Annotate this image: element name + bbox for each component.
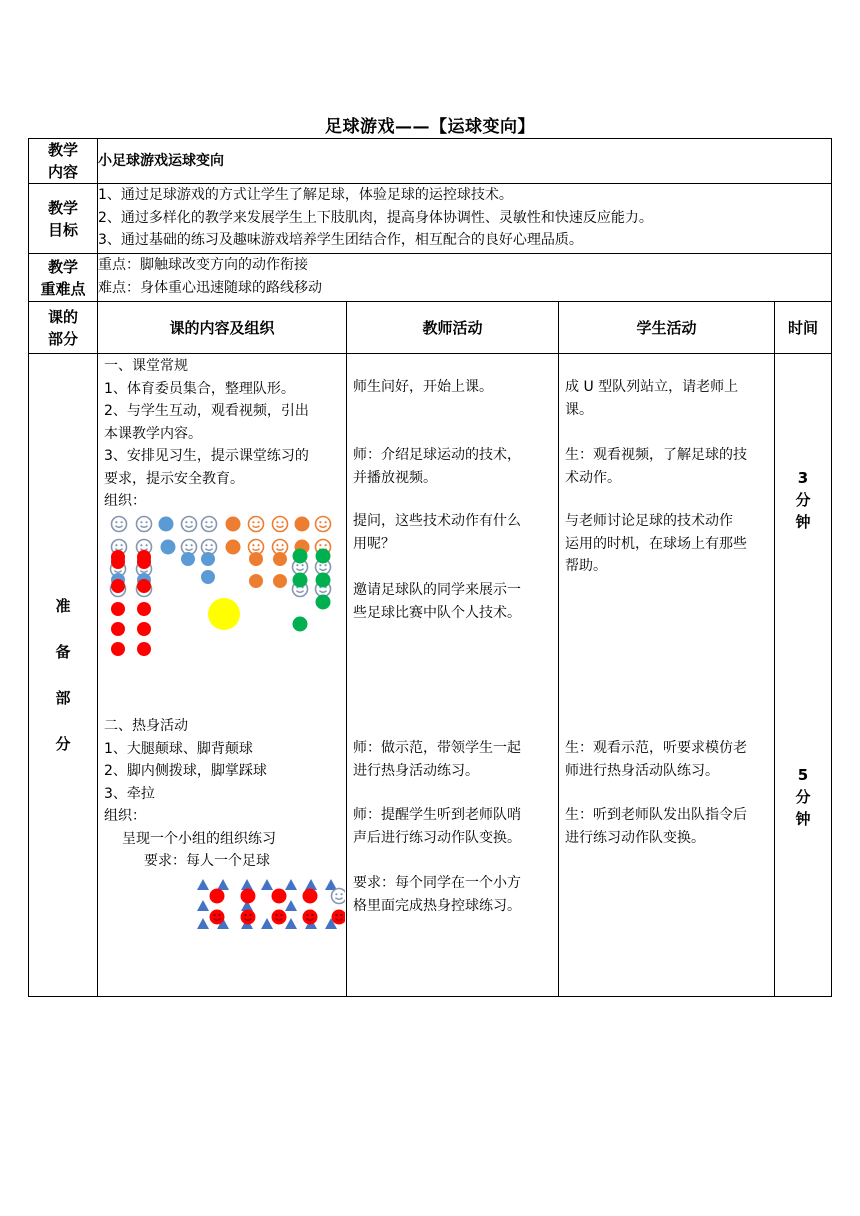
teacher-block [353,579,554,624]
teacher-line: 并播放视频。 [353,469,437,486]
ball-icon [293,617,308,632]
ball-icon [137,550,151,564]
ball-icon [161,540,176,555]
row-column-headers [29,302,832,354]
sun-ball-icon [208,598,240,630]
ball-icon [226,540,241,555]
header-teacher: 教师活动 [347,302,559,354]
label-line: 课的 [47,307,78,326]
content-line: 本课教学内容。 [104,425,202,442]
student-line: 进行练习动作队变换。 [565,829,705,846]
ball-icon [303,910,318,925]
part2-content [104,715,342,873]
org-line: 要求：每人一个足球 [144,853,270,869]
content-line: 一、课堂常规 [104,358,188,374]
label-line: 教学 [47,198,78,217]
student-line: 帮助。 [565,558,607,574]
ball-icon [249,552,263,566]
teacher-block [353,737,554,782]
goal-item: 2、通过多样化的教学来发展学生上下肢肌肉，提高身体协调性、灵敏性和快速反应能力。 [98,209,653,226]
smiley-icon [202,517,217,532]
student-line: 与老师讨论足球的技术动作 [565,513,733,529]
ball-icon [316,549,331,564]
student-line: 课。 [565,401,593,418]
label-key-points [29,254,98,302]
content-line: 2、脚内侧拨球，脚掌踩球 [104,763,267,779]
content-line: 1、大腿颠球、脚背颠球 [104,740,253,757]
smiley-icon [249,517,264,532]
content-line: 组织： [104,493,146,509]
teacher-block [353,444,554,489]
smiley-icon [316,517,331,532]
time-unit: 分 [795,788,811,806]
triangle-cone-icon [285,918,297,929]
student-block [565,376,770,421]
student-block [565,510,770,578]
ball-icon [316,595,331,610]
time-value: 3 [797,469,809,487]
header-content: 课的内容及组织 [98,302,347,354]
teacher-line: 师生问好，开始上课。 [353,379,493,395]
header-student: 学生活动 [559,302,775,354]
student-block [565,737,770,782]
goal-item: 1、通过足球游戏的方式让学生了解足球，体验足球的运控球技术。 [98,187,513,203]
page-title: 足球游戏——【运球变向】 [325,117,535,137]
ball-icon [210,910,225,925]
smiley-icon [182,517,197,532]
ball-icon [295,517,310,532]
teacher-line: 师：介绍足球运动的技术， [353,447,521,463]
ball-icon [293,573,308,588]
ball-icon [137,602,151,616]
ball-icon [249,574,263,588]
triangle-cone-icon [325,879,337,890]
content-organization-cell [98,354,347,997]
teacher-line: 邀请足球队的同学来展示一 [353,582,521,598]
student-block [565,804,770,849]
triangle-cone-icon [197,879,209,890]
ball-icon [210,889,225,904]
ball-icon [111,602,125,616]
section-label-char: 准 [55,597,71,615]
triangle-cone-icon [285,879,297,890]
label-line: 教学 [47,141,78,159]
ball-icon [181,552,195,566]
teacher-line: 进行热身活动练习。 [353,762,479,779]
smiley-icon [273,517,288,532]
teacher-block [353,804,554,849]
teaching-goals-list [98,184,832,254]
ball-icon [111,579,125,593]
ball-icon [111,550,125,564]
teacher-line: 格里面完成热身控球练习。 [353,897,521,914]
part1-content [104,355,342,513]
teacher-line: 声后进行练习动作队变换。 [353,829,521,846]
time-part1 [775,467,831,533]
ball-icon [316,573,331,588]
ball-icon [273,574,287,588]
teacher-line: 提问，这些技术动作有什么 [353,513,521,529]
time-value: 5 [797,766,809,784]
teacher-block [353,376,554,399]
row-key-points [29,254,832,302]
content-line: 1、体育委员集合，整理队形。 [104,380,295,397]
label-line: 重难点 [40,279,86,298]
time-unit: 分 [795,491,811,509]
ball-icon [111,642,125,656]
student-line: 生：观看示范，听要求模仿老 [565,740,747,756]
ball-icon [241,889,256,904]
teacher-block [353,872,554,917]
ball-icon [201,570,215,584]
teacher-line: 师：做示范，带领学生一起 [353,740,521,756]
student-line: 生：观看视频，了解足球的技 [565,447,747,463]
content-line: 组织： [104,808,146,824]
content-line: 二、热身活动 [104,718,188,734]
triangle-cone-icon [305,879,317,890]
ball-icon [159,517,174,532]
triangle-cone-icon [197,918,209,929]
student-line: 术动作。 [565,469,621,486]
label-teaching-goals [29,184,98,254]
ball-icon [293,549,308,564]
header-part [29,302,98,354]
ball-icon [332,910,346,925]
teacher-line: 要求：每个同学在一个小方 [353,875,521,891]
time-unit: 钟 [795,810,811,828]
label-line: 目标 [47,220,78,239]
formation-diagram-u [98,509,345,709]
section-label [29,354,98,997]
triangle-cone-icon [197,900,209,911]
ball-icon [201,552,215,566]
label-line: 内容 [47,163,78,181]
label-line: 部分 [47,329,78,348]
formation-diagram-grid [98,874,345,949]
smiley-icon [332,889,346,904]
label-line: 教学 [47,257,78,276]
section-label-char: 部 [55,689,71,707]
smiley-icon [137,517,152,532]
key-item: 重点：脚触球改变方向的动作衔接 [98,257,308,273]
teacher-line: 些足球比赛中队个人技术。 [353,604,521,621]
org-line: 呈现一个小组的组织练习 [122,830,276,847]
ball-icon [272,910,287,925]
ball-icon [272,889,287,904]
ball-icon [137,579,151,593]
content-line: 要求，提示安全教育。 [104,470,244,487]
teaching-content-text: 小足球游戏运球变向 [98,139,832,184]
triangle-cone-icon [241,879,253,890]
student-block [565,444,770,489]
row-teaching-content [29,139,832,184]
student-activity-cell [559,354,775,997]
ball-icon [226,517,241,532]
student-line: 运用的时机，在球场上有那些 [565,535,747,552]
ball-icon [273,552,287,566]
header-time: 时间 [775,302,832,354]
student-line: 生：听到老师队发出队指令后 [565,807,747,823]
content-line: 3、牵拉 [104,785,155,802]
time-unit: 钟 [795,513,811,531]
student-line: 师进行热身活动队练习。 [565,762,719,779]
section-label-char: 分 [55,735,71,753]
ball-icon [303,889,318,904]
triangle-cone-icon [217,879,229,890]
teacher-activity-cell [347,354,559,997]
goal-item: 3、通过基础的练习及趣味游戏培养学生团结合作，相互配合的良好心理品质。 [98,232,583,248]
triangle-cone-icon [261,879,273,890]
content-line: 3、安排见习生，提示课堂练习的 [104,448,309,464]
label-teaching-content [29,139,98,184]
triangle-cone-icon [261,918,273,929]
smiley-icon [112,517,127,532]
section-label-char: 备 [55,643,71,661]
teacher-line: 师：提醒学生听到老师队哨 [353,807,521,823]
teacher-block [353,510,554,555]
time-cell [775,354,832,997]
content-line: 2、与学生互动，观看视频，引出 [104,403,309,419]
ball-icon [137,622,151,636]
key-item: 难点：身体重心迅速随球的路线移动 [98,279,322,296]
row-teaching-goals [29,184,832,254]
lesson-plan-table [28,138,832,997]
teacher-line: 用呢？ [353,535,395,552]
ball-icon [241,910,256,925]
key-points-list [98,254,832,302]
student-line: 成 U 型队列站立，请老师上 [565,379,739,395]
triangle-cone-icon [285,900,297,911]
row-preparation-section [29,354,832,997]
time-part2 [775,764,831,830]
ball-icon [137,642,151,656]
ball-icon [111,622,125,636]
